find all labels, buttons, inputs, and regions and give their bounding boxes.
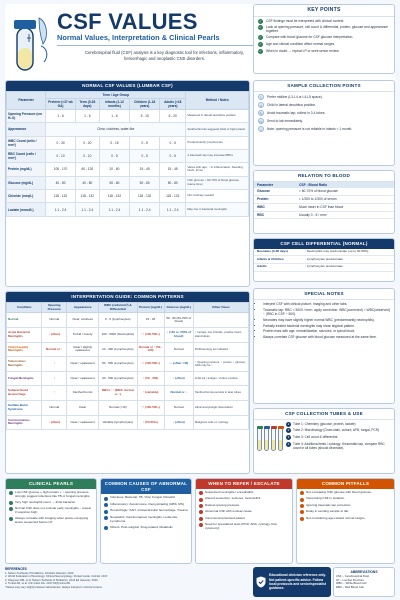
refer-escalate-panel [195,478,293,564]
list-item: • Neonates may have slightly higher normal WBC (predominantly neutrophils). [263,318,390,322]
key-points-title: KEY POINTS [254,5,394,17]
common-causes-title: COMMON CAUSES OF ABNORMAL CSF [101,479,191,494]
list-item: ✓ CSF findings must be interpreted with clinical context. [259,18,345,23]
list-item: • Interpret CSF with clinical picture, imaging and other labs. [263,302,390,306]
table-row: Chloride (meq/L) 118 - 132 118 - 132 118 - 132 118 - 132 118 - 132 Not routinely needed [7,190,249,203]
page-title: CSF VALUES [57,9,198,34]
table-row: RBC Count (cells / mm³) 0 - 10 0 - 10 0 - 5 0 - 5 0 - 5 A traumatic tap may increase RBCs [7,149,249,162]
normal-values-table [6,91,249,217]
reference-item: 1. Nelson Textbook of Pediatrics, 22nd Ed. Elsevier; 2020. [5,572,75,575]
reference-note: *Values may vary slightly between laboratories; always interpret in clinical context. [5,585,103,589]
common-pitfalls-title: COMMON PITFALLS [297,479,394,489]
sample-collection-title: SAMPLE COLLECTION POINTS [254,81,394,92]
col-header: WBC (cells/mm³) & Differential [99,302,137,313]
table-row: Carcinomatous Meningitis ↑ (often) Clear / opalescent Variable (lymphocytes) ↑ (50-500+) ↓ (often) Malignant cells on cytology [7,415,249,430]
col-header: CSF : Blood Ratio [296,182,394,188]
csf-tube-icon [11,12,51,74]
col-header: Glucose (mg/dL) [164,302,193,313]
table-row: WBC Much lower in CSF than blood [254,203,394,211]
list-item: ✓ When in doubt → repeat LP or seek senior review. [259,48,340,53]
table-row: Protein ≈ 1/200 to 1/300 of serum [254,195,394,203]
list-item: i Note: opening pressure is not reliable in infants < 1 month. [258,126,390,132]
list-item: Adults : Lymphocytes predominate. [254,264,394,272]
table-row: WBC Count (cells / mm³) 0 - 30 0 - 20 0 - 15 0 - 5 0 - 5 Predominantly lymphocytes [7,136,249,149]
table-row: Glucose ≈ 60-70% of blood glucose [254,188,394,195]
table-row: Protein (mg/dL) 100 - 170 60 - 120 20 - 60 15 - 45 15 - 45 Varies with age; ↑ in inflammation, bleeding, block, tumor [7,163,249,176]
list-item: 3 Tube 3: Cell count & differential [287,434,338,439]
reference-item: 3. Kliegman RM, et al. Nelson Textbook of Pediatrics, 22nd Ed. Elsevier; 2020. [5,578,99,582]
normal-values-table-panel [5,80,250,287]
interpretation-guide-title: INTERPRETATION GUIDE: COMMON PATTERNS [6,292,249,302]
list-item: ✓ Look at opening pressure, cell count & differential, protein, glucose and appearance together. [259,25,389,34]
patient-icon: ☺ [259,103,263,108]
list-item: Others: Post-surgical, Drug-related, Metabolic [104,526,188,530]
key-points-panel [253,4,395,74]
col-header: Other Clues [193,302,248,313]
clock-icon: ◷ [259,119,263,124]
list-item: Neoplastic: Carcinomatous meningitis, Leukemia, Lymphoma [104,516,188,524]
list-item: Not correlating CSF glucose with blood glucose. [300,491,391,495]
intro-text: Cerebrospinal fluid (CSF) analysis is a key diagnostic tool for infections, inflammatory, hemorrhagic and neoplastic CNS disorders. [85,50,244,61]
normal-values-title: NORMAL CSF VALUES (LUMBAR CSF) [6,81,249,91]
spine-icon: ⌇ [258,94,264,100]
col-header: Protein (mg/dL) [137,302,164,313]
list-item: Not considering age-related normal ranges. [300,517,391,521]
shield-icon [256,576,266,588]
interpretation-table [6,302,249,430]
cell-differential-title: CSF CELL DIFFERENTIAL (NORMAL) [254,239,394,249]
table-row: Appearance Clear, colorless, water-like Xanthochromia suggests SAH or high protein [7,123,249,136]
list-item: Infants & Children : Lymphocytes predominate. [254,256,394,264]
check-icon: ✓ [259,25,262,30]
list-item: ◷ Send to lab immediately. [259,118,303,124]
collection-tubes-panel [253,408,395,474]
list-item: Need for specialized tests (PCR, ADA, cytology, flow cytometry) [199,523,289,531]
list-item: RBC – Red Blood Cell [336,584,364,589]
divider [57,45,253,46]
clinical-pearls-panel [5,478,97,564]
list-item: CSF – Cerebrospinal Fluid [336,574,369,579]
interpretation-guide-panel [5,291,250,474]
list-item: Low CSF glucose + high protein + ↑ opening pressure strongly suggest infections like TB or fungal meningitis. [9,491,93,499]
reference-item: 4. Tunkel AR, et al. Clin Infect Dis. 2017;64(6):e34-e65. [5,582,71,586]
list-item: 4 Tube 4: Additional tests / cytology. If traumatic tap, compare RBC count in all tubes (should decrease). [287,441,385,450]
reference-item: 2. World Federation of Neurology. Clinical Neurocytology. Pocket Guide. 2nd Ed. 2017. [5,575,109,579]
table-row: Normal Normal Clear, colorless 0 - 5 (lymphocytes) 15 - 45 50 - 80 (60-70% of blood) [7,313,249,328]
table-row: Tuberculous Meningitis ↑ Clear / opalescent 50 - 500 (Lymphocytes) ↑↑ (100-500+) ↓↓ (often <45) ↑ Opening pressure, ↑ protein, ↓ glucose; ADA may be ↑ [7,357,249,372]
col-header: Parameter [7,91,46,109]
special-notes-panel [253,288,395,404]
list-item: ⌇ Prefer midline (L3-L4 or L4-L5 space). [258,94,390,100]
check-icon: ✓ [259,18,262,23]
abbreviations-title: ABBREVIATIONS [350,570,378,574]
list-item: ✎ Avoid traumatic tap; collect in 3-4 tubes. [259,110,326,116]
list-item: Inflammatory: Autoimmune, Demyelinating (GBS, MS) [104,503,188,507]
table-row: Lactate (mmol/L) 1.1 - 2.4 1.1 - 2.4 1.1 - 2.4 1.1 - 2.4 1.1 - 2.4 May rise in bacterial meningitis [7,203,249,216]
page-subtitle: Normal Values, Interpretation & Clinical Pearls [57,33,220,42]
table-row: Subarachnoid Hemorrhage ↑ Xanthochromic RBCs ↑↑ (WBC normal or ↑) ↑ (variable) Normal or ↓ Xanthochromia persists in later tubes [7,386,249,401]
list-item: Normal CSF does not exclude early meningitis – repeat if suspicion high. [9,507,93,515]
col-header: Term (0-28 days) [75,98,99,109]
list-item: Hemorrhagic: SAH, Intraventricular hemorrhage, Trauma [104,509,188,513]
blood-relation-table [254,182,394,220]
col-header: Method / Notes [186,91,249,109]
col-header: Children (1-18 years) [130,98,160,109]
col-header: Appearance [67,302,99,313]
list-item: ✓ Compare with blood glucose for CSF glucose interpretation. [259,35,354,40]
list-item: Neonates (0-28 days) : Neutrophils may predominate (up to 30-50%) [254,249,394,257]
refer-escalate-title: WHEN TO REFER / ESCALATE [196,479,292,489]
common-pitfalls-panel [296,478,395,564]
list-item: ☺ Child in lateral decubitus position. [259,102,317,108]
table-row: Acute Bacterial Meningitis ↑ (often) Turbid / cloudy 100 - 5000 (Neutrophils) ↑↑ (100-500+) ↓ (<40 or <50% of blood) ↑ Lactate, low chloride, positive Gram stain/culture [7,328,249,343]
check-icon: ✓ [259,42,262,47]
list-item: • Protein rises with age, immobilization, seizures, or spinal block. [263,329,390,333]
cell-differential-panel [253,238,395,282]
check-icon: ✓ [259,35,262,40]
list-item: Raised opening pressure [199,504,289,508]
table-row: RBC Usually 0 - 5 / mm³ [254,211,394,219]
list-item: • Traumatic tap: RBC ≈ 5000 / mm³; apply correction: WBC(corrected) = WBC(observed) − (RBC in CSF ÷ 500). [263,308,390,316]
common-causes-panel [100,478,192,564]
col-header: Condition [7,302,42,313]
list-item: Infectious: Bacterial, TB, Viral, Fungal, Parasitic [104,496,188,500]
table-row: Fungal Meningitis ↑ Clear / opalescent 20 - 500 (Lymphocytes) ↑ (50 - 200) ↓ (often) India ink / antigen / culture positive [7,371,249,386]
list-item: Immunocompromised patient [199,517,289,521]
list-item: Interpreting CSF in isolation. [300,497,391,501]
table-row: Viral (Aseptic) Meningitis Normal or ↑ Clear / slightly opalescent 10 - 300 (Lymphocytes) Normal or ↑ (50 - 100) Normal PCR/serology as indicated [7,342,249,357]
list-item: Suspected meningitis / encephalitis [199,491,289,495]
col-header: Parameter [254,182,296,188]
key-points-list [254,17,394,58]
group-header: Term / Age Group [46,91,186,98]
list-item: Abnormal CSF with unclear cause [199,510,289,514]
list-item: • Partially treated bacterial meningitis may show atypical pattern. [263,324,390,328]
abbreviations-box [333,567,395,597]
list-item: 1 Tube 1: Chemistry (glucose, protein, lactate) [287,421,356,426]
list-item: Always correlate with imaging when space-occupying lesion suspected before LP. [9,517,93,525]
list-item: Ignoring traumatic tap correction. [300,504,391,508]
disclaimer-text: Educational clinician reference only. Not patient-specific advice. Follow local protocols and senior/specialist guidance. [269,573,326,591]
table-row: Opening Pressure (cm H₂O) 1 - 6 1 - 6 1 - 6 5 - 15 6 - 20 Measured in lateral decubitus position [7,109,249,122]
list-item: LP – Lumbar Puncture [336,577,364,582]
references-title: REFERENCES [5,567,27,571]
col-header: Opening Pressure [42,302,67,313]
list-item: • Always correlate CSF glucose with blood glucose measured at the same time. [263,335,390,339]
tubes-icon [257,422,283,451]
list-item: WBC – White Blood Cell [336,581,367,586]
sample-collection-panel [253,80,395,166]
references [5,567,250,589]
list-item: ✓ Age and clinical condition affect normal ranges. [259,42,336,47]
blood-relation-panel [253,170,395,234]
collection-tubes-title: CSF COLLECTION TUBES & USE [254,409,394,420]
col-header: Infants (1-12 months) [99,98,129,109]
clinical-pearls-title: CLINICAL PEARLS [6,479,96,489]
table-row: Guillain-Barré Syndrome Normal Clear Normal (<10) ↑↑ (100-500+) Normal Albuminocytologic dissociation [7,401,249,416]
disclaimer-box [253,567,331,597]
blood-relation-title: RELATION TO BLOOD [254,171,394,182]
col-header: Adults (>18 years) [160,98,186,109]
list-item: Altered sensorium, seizures, focal deficit [199,497,289,501]
list-item: 2 Tube 2: Microbiology (Gram stain, culture, AFB, fungal, PCR) [287,428,380,433]
info-icon: i [258,126,264,132]
needle-icon: ✎ [259,111,263,116]
special-notes-title: SPECIAL NOTES [254,289,394,300]
list-item: Very high neutrophil count → think bacterial. [9,501,93,505]
table-row: Glucose (mg/dL) 40 - 80 40 - 80 50 - 80 50 - 80 50 - 80 CSF glucose ≈ 60-70% of blood glucose (same time) [7,176,249,189]
check-icon: ✓ [259,48,262,53]
col-header: Preterm (<37 wk GA) [46,98,76,109]
list-item: Delay in sending sample to lab. [300,510,391,514]
